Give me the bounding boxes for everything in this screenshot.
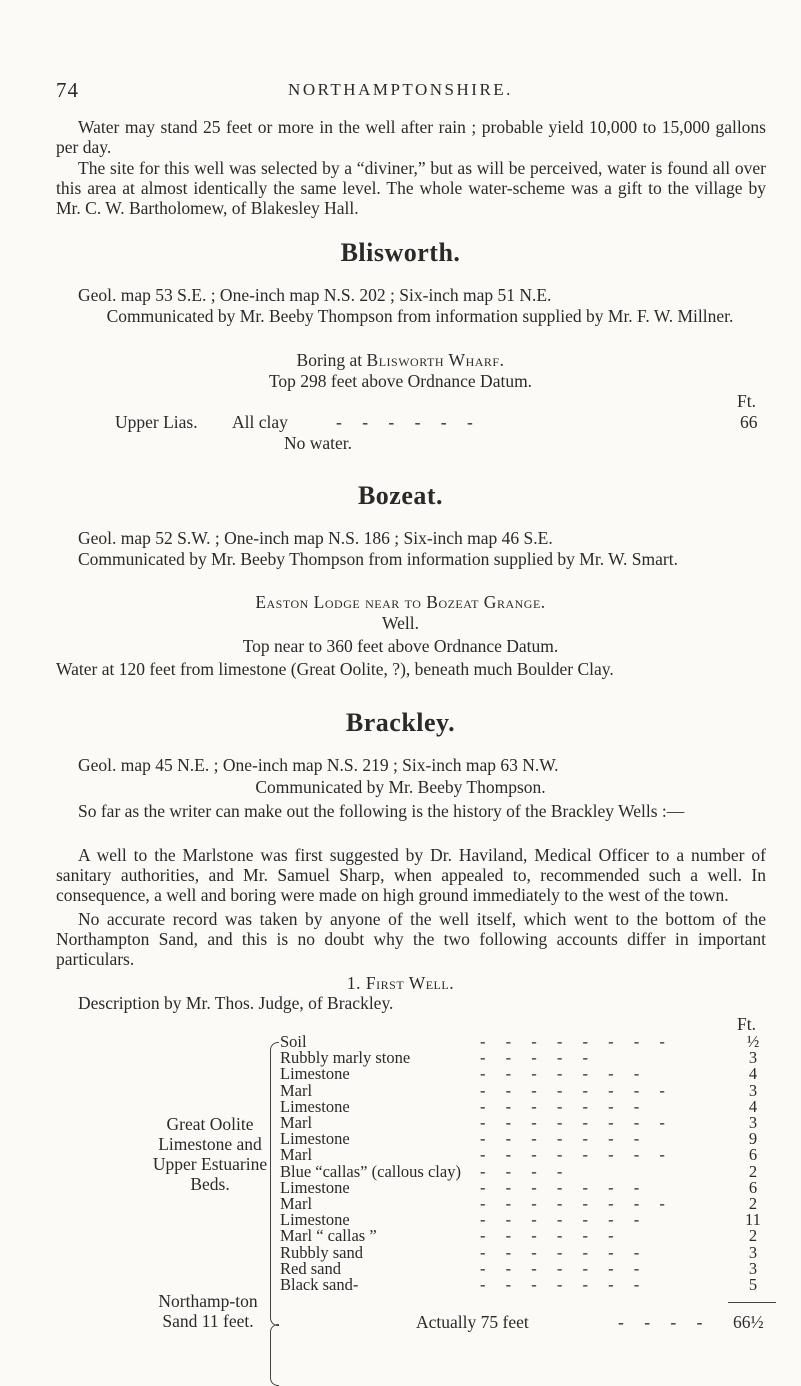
strata-row-dots: - - - - - - - - [480,1080,673,1100]
strata-row-value: 3 [748,1242,758,1262]
blisworth-ft-header: Ft. [737,391,756,411]
blisworth-layer: Upper Lias. [115,412,198,432]
strata-row-label: Limestone [280,1096,350,1116]
strata-row-value: 5 [748,1275,758,1294]
strata-row-dots: - - - - - - - - [480,1145,673,1165]
total-dots: - - - - [618,1312,711,1332]
strata-row-label: Red sand [280,1258,341,1278]
boring-prefix: Boring at [296,350,363,370]
strata-row-value: 6 [748,1145,758,1165]
strata-row-label: Rubbly marly stone [280,1048,411,1068]
total-rule [728,1302,776,1303]
strata-row-label: Blue “callas” (callous clay) [280,1161,461,1181]
blisworth-value: 66 [740,412,758,432]
strata-row-label: Marl [280,1113,313,1132]
strata-row-dots: - - - - - - - [480,1064,648,1084]
brackley-paragraph-3: No accurate record was taken by anyone of the well itself, which went to the bottom of the Northampton Sand, and this is no doubt why the two following accounts differ in important particulars. [56,909,766,969]
group-brace-great-oolite [270,1042,279,1326]
brackley-paragraph-1: So far as the writer can make out the following is the history of the Brackley Wells :— [78,801,685,821]
strata-row-dots: - - - - - - - [480,1177,648,1197]
strata-row-label: Soil [280,1032,307,1051]
running-title: NORTHAMPTONSHIRE. [288,80,513,99]
intro-paragraph-2: The site for this well was selected by a “diviner,” but as will be perceived, water is found all over this area at almost identically the same level. The whole water-scheme was a gift to the village by Mr. C. W. Bartholomew, of Blakesley Hall. [56,158,766,218]
strata-row-label: Limestone [280,1064,350,1084]
strata-row-dots: - - - - - - - - [480,1194,673,1213]
blisworth-top: Top 298 feet above Ordnance Datum. [268,371,533,391]
page-number: 74 [56,78,79,102]
strata-row-value: 2 [748,1194,758,1213]
strata-row-dots: - - - - - - - - [480,1113,673,1132]
strata-row-dots: - - - - - - [480,1226,622,1246]
group-label-great-oolite: Great Oolite Limestone and Upper Estuarine Beds. [152,1114,268,1194]
intro-paragraph-1: Water may stand 25 feet or more in the well after rain ; probable yield 10,000 to 15,000 gallons per day. [56,117,766,157]
strata-row-value: 4 [748,1064,758,1084]
bozeat-geol: Geol. map 52 S.W. ; One-inch map N.S. 186 ; Six-inch map 46 S.E. [78,528,553,548]
strata-row-label: Limestone [280,1210,350,1230]
table-ft-header: Ft. [737,1014,756,1034]
bozeat-communicated: Communicated by Mr. Beeby Thompson from information supplied by Mr. W. Smart. [78,549,678,569]
strata-row-dots: - - - - - [480,1048,596,1068]
strata-row-label: Marl “ callas ” [280,1226,377,1246]
bozeat-top: Top near to 360 feet above Ordnance Datum. [242,636,559,656]
brackley-paragraph-2: A well to the Marlstone was first suggested by Dr. Haviland, Medical Officer to a number of sanitary authorities, and Mr. Samuel Sharp, when appealed to, recommended such a well. In consequence, a well and boring were made on high ground immediately to the west of the town. [56,845,766,905]
strata-row-dots: - - - - - - - [480,1258,648,1278]
strata-row-value: 3 [748,1048,758,1068]
description-line: Description by Mr. Thos. Judge, of Brackley. [78,993,394,1013]
strata-row-value: 9 [748,1129,758,1149]
strata-row-dots: - - - - - - - - [480,1032,673,1051]
strata-row-value: 6 [748,1177,758,1197]
strata-row-label: Marl [280,1145,313,1165]
boring-place: Blisworth Wharf. [366,350,505,370]
strata-row-value: 2 [748,1226,758,1246]
bozeat-well: Well. [382,613,419,633]
strata-row-label: Black sand- [280,1275,359,1294]
strata-row-value: 11 [745,1210,761,1230]
blisworth-dots: - - - - - - [336,412,481,432]
strata-row-dots: - - - - - - - [480,1210,648,1230]
first-well-title: 1. First Well. [346,973,455,993]
blisworth-heading: Blisworth. [340,238,461,267]
strata-row-value: 3 [748,1080,758,1100]
strata-row-label: Rubbly sand [280,1242,363,1262]
total-label: Actually 75 feet [416,1312,529,1332]
blisworth-geol: Geol. map 53 S.E. ; One-inch map N.S. 202 ; Six-inch map 51 N.E. [78,285,552,305]
group-brace-northampton-sand [270,1324,279,1386]
brackley-geol: Geol. map 45 N.E. ; One-inch map N.S. 219 ; Six-inch map 63 N.W. [78,755,559,775]
blisworth-communicated: Communicated by Mr. Beeby Thompson from information supplied by Mr. F. W. Millner. [106,306,734,326]
strata-row-value: 3 [748,1258,758,1278]
bozeat-heading: Bozeat. [357,481,444,510]
bozeat-water: Water at 120 feet from limestone (Great Oolite, ?), beneath much Boulder Clay. [56,659,614,679]
strata-row-label: Marl [280,1194,313,1213]
strata-row-dots: - - - - - - - [480,1096,648,1116]
strata-row-dots: - - - - - - - [480,1129,648,1149]
strata-row-dots: - - - - - - - [480,1275,648,1294]
strata-row-value: 2 [748,1161,758,1181]
brackley-communicated: Communicated by Mr. Beeby Thompson. [255,777,546,797]
blisworth-note: No water. [284,433,353,453]
group-label-northampton-sand: Northamp-ton Sand 11 feet. [158,1291,258,1331]
brackley-heading: Brackley. [345,708,456,737]
strata-row-label: Limestone [280,1129,350,1149]
strata-row-label: Limestone [280,1177,350,1197]
strata-row-dots: - - - - - - - [480,1242,648,1262]
strata-row-value: 4 [748,1096,758,1116]
strata-row-value: 3 [748,1113,758,1132]
strata-row-value: ½ [746,1032,760,1051]
strata-row-dots: - - - - [480,1161,571,1181]
total-value: 66½ [733,1312,764,1332]
blisworth-boring [0,350,801,370]
blisworth-material: All clay [232,412,288,432]
bozeat-place: Easton Lodge near to Bozeat Grange. [255,592,546,612]
strata-row-label: Marl [280,1080,313,1100]
